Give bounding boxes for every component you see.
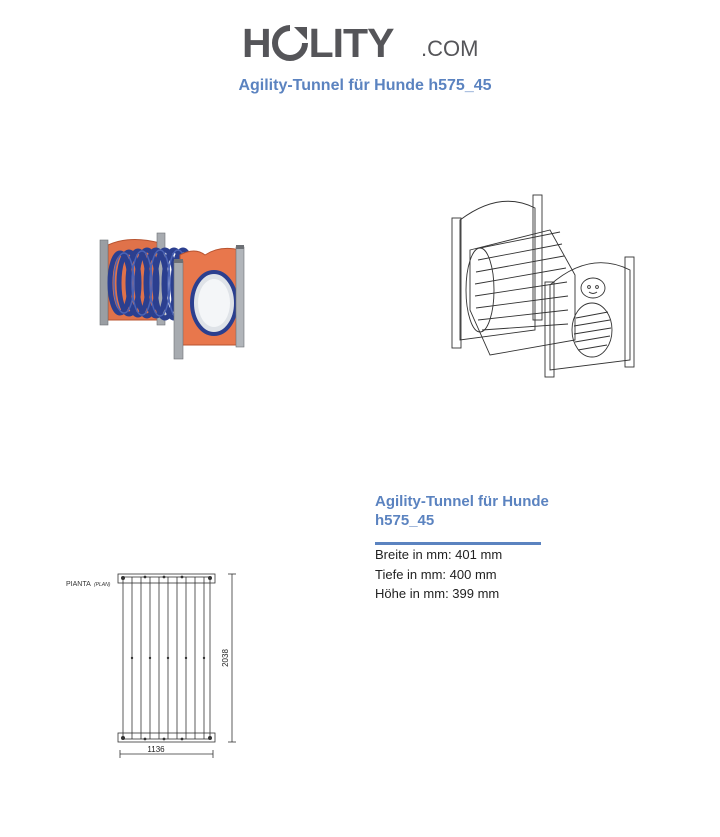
logo-letter-h: H [242, 20, 271, 66]
logo-wordmark [242, 20, 393, 66]
logo-o-ring-icon [272, 24, 308, 60]
spec-height: Höhe in mm: 399 mm [375, 586, 500, 601]
spec-depth: Tiefe in mm: 400 mm [375, 566, 497, 582]
floor-plan [60, 562, 250, 767]
logo-letters-lity: LITY [308, 20, 394, 66]
product-line-drawing [440, 190, 640, 385]
logo-domain-suffix: .COM [421, 36, 479, 61]
plan-label: PIANTA [66, 581, 91, 588]
plan-label-sub: (PLAN) [94, 582, 111, 588]
plan-height-dimension: 2038 [221, 649, 230, 667]
brand-logo[interactable] [242, 20, 482, 66]
product-title: Agility-Tunnel für Hunde h575_45 [375, 493, 549, 529]
product-specs [375, 545, 502, 604]
plan-width-dimension: 1136 [147, 745, 165, 754]
product-photo [90, 225, 255, 365]
spec-width: Breite in mm: 401 mm [375, 547, 503, 562]
page-title: Agility-Tunnel für Hunde h575_45 [238, 77, 492, 94]
